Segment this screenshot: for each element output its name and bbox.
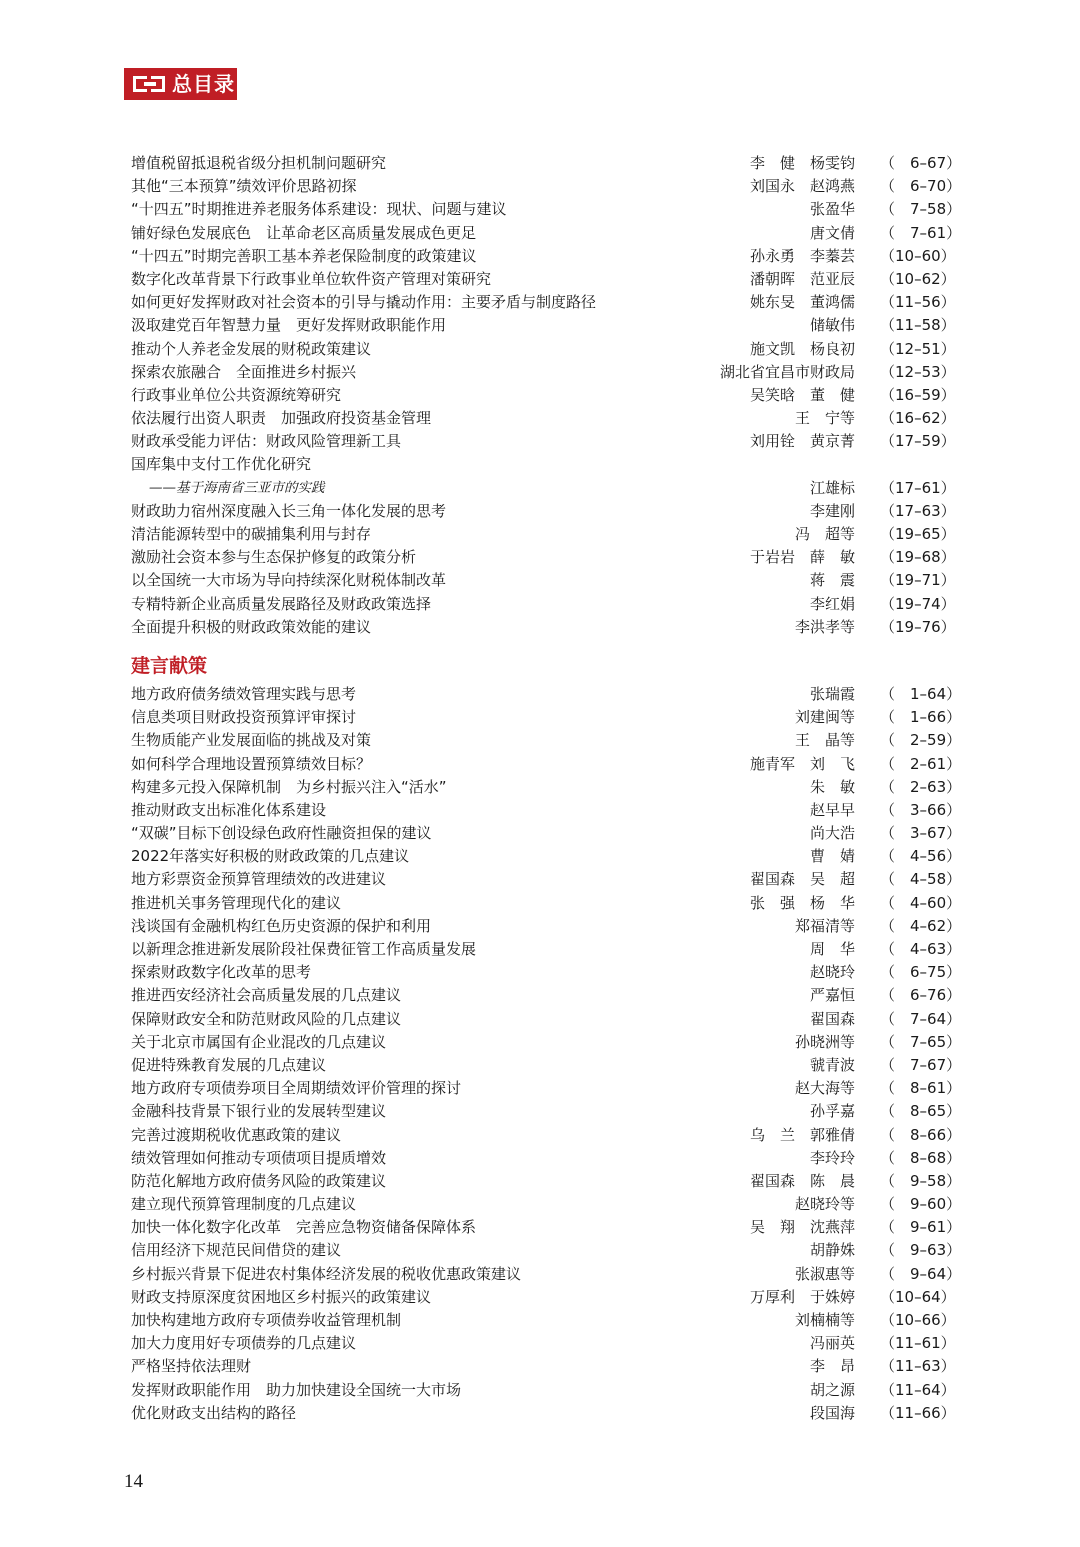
entry-title: 专精特新企业高质量发展路径及财政政策选择	[131, 594, 432, 613]
toc-entry	[131, 1031, 961, 1054]
entry-page: （ 7–67）	[880, 1055, 962, 1074]
entry-author: 刘用铨 黄京菁	[749, 432, 855, 451]
entry-page: （ 1–64）	[880, 684, 962, 703]
entry-title: 国库集中支付工作优化研究	[131, 455, 312, 474]
toc-entry	[131, 729, 961, 752]
entry-author: 尚大浩	[809, 824, 855, 843]
entry-author: 唐文倩	[809, 223, 855, 242]
toc-entry	[131, 776, 961, 799]
toc-entry	[131, 1077, 961, 1100]
entry-author: 郑福清等	[794, 916, 855, 935]
entry-author: 张淑惠等	[794, 1264, 855, 1283]
entry-title: 完善过渡期税收优惠政策的建议	[131, 1125, 342, 1144]
entry-title: 探索农旅融合 全面推进乡村振兴	[131, 362, 357, 381]
toc-entry	[131, 1379, 961, 1402]
entry-title: 发挥财政职能作用 助力加快建设全国统一大市场	[131, 1380, 462, 1399]
entry-title: 严格坚持依法理财	[131, 1357, 252, 1376]
entry-author: 翟国森 吴 超	[749, 870, 855, 889]
entry-page: （17–63）	[880, 501, 956, 520]
entry-page: （ 3–66）	[880, 800, 962, 819]
toc-entry	[131, 407, 961, 430]
toc-entry	[131, 1147, 961, 1170]
toc-entry	[131, 961, 961, 984]
entry-title: 推进机关事务管理现代化的建议	[131, 893, 342, 912]
entry-page: （10–64）	[880, 1287, 956, 1306]
entry-title: 以新理念推进新发展阶段社保费征管工作高质量发展	[131, 940, 477, 958]
entry-page: （11–63）	[880, 1357, 956, 1376]
entry-author: 张 强 杨 华	[749, 893, 855, 912]
entry-page: （ 6–75）	[880, 963, 962, 982]
entry-author: 胡静姝	[809, 1241, 855, 1260]
page-number: 14	[124, 1471, 143, 1492]
entry-author: 施青军 刘 飞	[749, 754, 855, 773]
entry-author: 湖北省宜昌市财政局	[719, 362, 855, 381]
entry-page: （ 4–62）	[880, 916, 962, 935]
entry-page: （10–62）	[880, 269, 956, 288]
entry-author: 曹 婧	[809, 847, 855, 866]
entry-title: 加快一体化数字化改革 完善应急物资储备保障体系	[131, 1218, 477, 1237]
catalog-icon	[133, 76, 167, 92]
entry-title: 依法履行出资人职责 加强政府投资基金管理	[131, 409, 432, 428]
toc-entry	[131, 291, 961, 314]
toc-entry	[131, 1193, 961, 1216]
entry-page: （ 6–70）	[880, 177, 962, 196]
entry-title: 财政承受能力评估：财政风险管理新工具	[131, 432, 402, 451]
toc-entry	[131, 523, 961, 546]
entry-author: 孙永勇 李蓁芸	[749, 246, 855, 265]
entry-page: （10–66）	[880, 1311, 956, 1329]
toc-entry	[131, 1008, 961, 1031]
toc-entry	[131, 1286, 961, 1309]
entry-page: （19–71）	[880, 571, 956, 590]
entry-title: 地方彩票资金预算管理绩效的改进建议	[131, 870, 387, 889]
entry-title: 财政助力宿州深度融入长三角一体化发展的思考	[131, 501, 447, 520]
entry-author: 刘楠楠等	[794, 1311, 855, 1329]
entry-author: 王 晶等	[794, 731, 855, 750]
entry-author: 李玲玲	[809, 1148, 855, 1167]
entry-page: （11–61）	[880, 1334, 956, 1353]
entry-title: 推进西安经济社会高质量发展的几点建议	[131, 986, 402, 1005]
entry-page: （ 9–60）	[880, 1195, 962, 1214]
entry-page: （ 2–63）	[880, 777, 962, 796]
toc-entry	[131, 222, 961, 245]
toc-entry	[131, 477, 961, 500]
toc-entry	[131, 500, 961, 523]
entry-title: 保障财政安全和防范财政风险的几点建议	[131, 1009, 402, 1028]
entry-author: 吴笑晗 董 健	[749, 385, 855, 404]
toc-entry	[131, 546, 961, 569]
entry-author: 赵大海等	[794, 1079, 855, 1098]
entry-page: （19–65）	[880, 525, 956, 543]
toc-entry	[131, 1309, 961, 1332]
entry-title: 其他“三本预算”绩效评价思路初探	[131, 177, 357, 196]
entry-page: （ 1–66）	[880, 708, 962, 727]
entry-page: （ 7–61）	[880, 223, 962, 242]
entry-title: 生物质能产业发展面临的挑战及对策	[131, 731, 372, 750]
entry-author: 李红娟	[809, 594, 855, 613]
toc-section-2	[131, 683, 961, 1425]
entry-page: （11–64）	[880, 1380, 956, 1399]
entry-author: 刘建闽等	[794, 708, 855, 727]
entry-page: （19–76）	[880, 617, 956, 636]
entry-page: （ 7–64）	[880, 1009, 962, 1028]
entry-title: 构建多元投入保障机制 为乡村振兴注入“活水”	[131, 777, 447, 796]
section-heading: 建言献策	[131, 654, 208, 677]
toc-entry	[131, 984, 961, 1007]
toc-entry	[131, 430, 961, 453]
entry-title: 促进特殊教育发展的几点建议	[131, 1055, 327, 1074]
entry-title: 激励社会资本参与生态保护修复的政策分析	[131, 548, 417, 567]
entry-author: 李 健 杨雯钧	[749, 154, 855, 172]
entry-title: 如何更好发挥财政对社会资本的引导与撬动作用：主要矛盾与制度路径	[131, 293, 597, 312]
toc-entry	[131, 593, 961, 616]
entry-page: （ 8–61）	[880, 1079, 962, 1098]
toc-entry	[131, 1332, 961, 1355]
entry-page: （ 4–63）	[880, 940, 962, 958]
entry-title: 财政支持原深度贫困地区乡村振兴的政策建议	[131, 1287, 432, 1306]
entry-author: 施文凯 杨良初	[749, 339, 855, 358]
toc-entry	[131, 361, 961, 384]
entry-title: “十四五”时期完善职工基本养老保险制度的政策建议	[131, 246, 477, 265]
entry-page: （ 8–68）	[880, 1148, 962, 1167]
entry-page: （ 2–61）	[880, 754, 962, 773]
toc-entry	[131, 152, 961, 175]
entry-title: 加大力度用好专项债券的几点建议	[131, 1334, 357, 1353]
entry-title: 2022年落实好积极的财政政策的几点建议	[131, 847, 410, 866]
entry-page: （ 8–65）	[880, 1102, 962, 1121]
entry-title: 数字化改革背景下行政事业单位软件资产管理对策研究	[131, 269, 492, 288]
toc-entry	[131, 1355, 961, 1378]
entry-author: 张盈华	[809, 200, 855, 219]
page-title: 总目录	[172, 72, 235, 96]
entry-author: 潘朝晖 范亚辰	[749, 269, 855, 288]
toc-entry	[131, 822, 961, 845]
entry-page: （11–58）	[880, 316, 956, 335]
toc-entry	[131, 1239, 961, 1262]
toc-entry	[131, 245, 961, 268]
entry-page: （10–60）	[880, 246, 956, 265]
toc-entry	[131, 569, 961, 592]
entry-page: （19–74）	[880, 594, 956, 613]
toc-entry	[131, 338, 961, 361]
entry-title: 如何科学合理地设置预算绩效目标？	[131, 754, 372, 773]
entry-author: 胡之源	[809, 1380, 855, 1399]
entry-title: 优化财政支出结构的路径	[131, 1403, 297, 1422]
entry-author: 孙孚嘉	[809, 1102, 855, 1121]
entry-author: 乌 兰 郭雅倩	[749, 1125, 855, 1144]
entry-title: 浅谈国有金融机构红色历史资源的保护和利用	[131, 916, 432, 935]
entry-page: （19–68）	[880, 548, 956, 567]
entry-author: 于岩岩 薛 敏	[749, 548, 855, 567]
entry-title: 建立现代预算管理制度的几点建议	[131, 1195, 357, 1214]
toc-entry	[131, 198, 961, 221]
toc-entry	[131, 175, 961, 198]
entry-author: 赵晓玲等	[794, 1195, 855, 1214]
toc-entry	[131, 892, 961, 915]
toc-entry	[131, 915, 961, 938]
entry-author: 李洪孝等	[794, 617, 855, 636]
entry-title: 探索财政数字化改革的思考	[131, 963, 312, 982]
toc-entry	[131, 753, 961, 776]
entry-page: （ 4–60）	[880, 893, 962, 912]
entry-page: （11–66）	[880, 1403, 956, 1422]
entry-page: （12–53）	[880, 362, 956, 381]
entry-author: 蒋 震	[809, 571, 855, 590]
entry-author: 冯丽英	[809, 1334, 855, 1353]
entry-author: 万厚利 于姝婷	[749, 1287, 855, 1306]
entry-author: 虢青波	[809, 1055, 855, 1074]
entry-title: 地方政府债务绩效管理实践与思考	[131, 684, 357, 703]
entry-page: （ 7–65）	[880, 1032, 962, 1051]
entry-page: （ 9–64）	[880, 1264, 962, 1283]
entry-page: （ 7–58）	[880, 200, 962, 219]
entry-author: 李 昂	[809, 1357, 855, 1376]
toc-entry	[131, 799, 961, 822]
toc-entry	[131, 1402, 961, 1425]
entry-title: 关于北京市属国有企业混改的几点建议	[131, 1032, 387, 1051]
entry-title: 信用经济下规范民间借贷的建议	[131, 1241, 342, 1260]
entry-author: 周 华	[809, 940, 855, 958]
entry-author: 段国海	[809, 1403, 855, 1422]
toc-entry	[131, 1100, 961, 1123]
entry-author: 储敏伟	[809, 316, 855, 335]
entry-page: （ 6–76）	[880, 986, 962, 1005]
entry-author: 冯 超等	[794, 525, 855, 543]
entry-page: （ 9–63）	[880, 1241, 962, 1260]
entry-author: 翟国森 陈 晨	[749, 1171, 855, 1190]
entry-title: 以全国统一大市场为导向持续深化财税体制改革	[131, 571, 447, 590]
entry-author: 江雄标	[809, 478, 855, 497]
entry-title: 增值税留抵退税省级分担机制问题研究	[131, 154, 387, 172]
toc-entry	[131, 1216, 961, 1239]
entry-author: 赵早早	[809, 800, 855, 819]
entry-title: ——基于海南省三亚市的实践	[149, 479, 325, 496]
toc-entry	[131, 1054, 961, 1077]
entry-author: 姚东旻 董鸿儒	[749, 293, 855, 312]
toc-section-1	[131, 152, 961, 639]
toc-entry	[131, 268, 961, 291]
entry-title: 绩效管理如何推动专项债项目提质增效	[131, 1148, 387, 1167]
toc-entry	[131, 683, 961, 706]
table-of-contents	[131, 152, 961, 1425]
entry-page: （ 4–56）	[880, 847, 962, 866]
entry-title: 推动个人养老金发展的财税政策建议	[131, 339, 372, 358]
entry-title: 加快构建地方政府专项债券收益管理机制	[131, 1311, 402, 1329]
toc-entry	[131, 1263, 961, 1286]
entry-title: 清洁能源转型中的碳捕集利用与封存	[131, 525, 372, 543]
entry-author: 刘国永 赵鸿燕	[749, 177, 855, 196]
entry-title: 汲取建党百年智慧力量 更好发挥财政职能作用	[131, 316, 447, 335]
entry-author: 朱 敏	[809, 777, 855, 796]
entry-author: 李建刚	[809, 501, 855, 520]
toc-entry	[131, 868, 961, 891]
entry-author: 张瑞霞	[809, 684, 855, 703]
entry-title: 行政事业单位公共资源统筹研究	[131, 385, 342, 404]
toc-entry	[131, 616, 961, 639]
entry-title: 地方政府专项债券项目全周期绩效评价管理的探讨	[131, 1079, 462, 1098]
entry-page: （ 4–58）	[880, 870, 962, 889]
toc-entry	[131, 384, 961, 407]
entry-page: （ 2–59）	[880, 731, 962, 750]
entry-page: （ 8–66）	[880, 1125, 962, 1144]
toc-entry	[131, 1170, 961, 1193]
entry-page: （11–56）	[880, 293, 956, 312]
entry-page: （ 6–67）	[880, 154, 962, 172]
header-badge	[124, 68, 237, 100]
entry-title: “十四五”时期推进养老服务体系建设：现状、问题与建议	[131, 200, 507, 219]
entry-title: 信息类项目财政投资预算评审探讨	[131, 708, 357, 727]
entry-title: 铺好绿色发展底色 让革命老区高质量发展成色更足	[131, 223, 477, 242]
entry-page: （17–59）	[880, 432, 956, 451]
entry-author: 翟国森	[809, 1009, 855, 1028]
toc-entry	[131, 845, 961, 868]
entry-author: 严嘉恒	[809, 986, 855, 1005]
entry-author: 赵晓玲	[809, 963, 855, 982]
entry-page: （ 9–61）	[880, 1218, 962, 1237]
toc-entry	[131, 938, 961, 961]
entry-title: 金融科技背景下银行业的发展转型建议	[131, 1102, 387, 1121]
toc-entry	[131, 453, 961, 476]
entry-page: （ 3–67）	[880, 824, 962, 843]
entry-title: 推动财政支出标准化体系建设	[131, 800, 327, 819]
toc-entry	[131, 314, 961, 337]
entry-title: 防范化解地方政府债务风险的政策建议	[131, 1171, 387, 1190]
entry-page: （ 9–58）	[880, 1171, 962, 1190]
entry-author: 孙晓洲等	[794, 1032, 855, 1051]
entry-page: （16–62）	[880, 409, 956, 428]
toc-entry	[131, 1124, 961, 1147]
entry-page: （12–51）	[880, 339, 956, 358]
entry-author: 吴 翔 沈燕萍	[749, 1218, 855, 1237]
entry-page: （17–61）	[880, 478, 956, 497]
toc-entry	[131, 706, 961, 729]
entry-page: （16–59）	[880, 385, 956, 404]
entry-title: “双碳”目标下创设绿色政府性融资担保的建议	[131, 824, 432, 843]
entry-author: 王 宁等	[794, 409, 855, 428]
entry-title: 乡村振兴背景下促进农村集体经济发展的税收优惠政策建议	[131, 1264, 522, 1283]
entry-title: 全面提升积极的财政政策效能的建议	[131, 617, 372, 636]
